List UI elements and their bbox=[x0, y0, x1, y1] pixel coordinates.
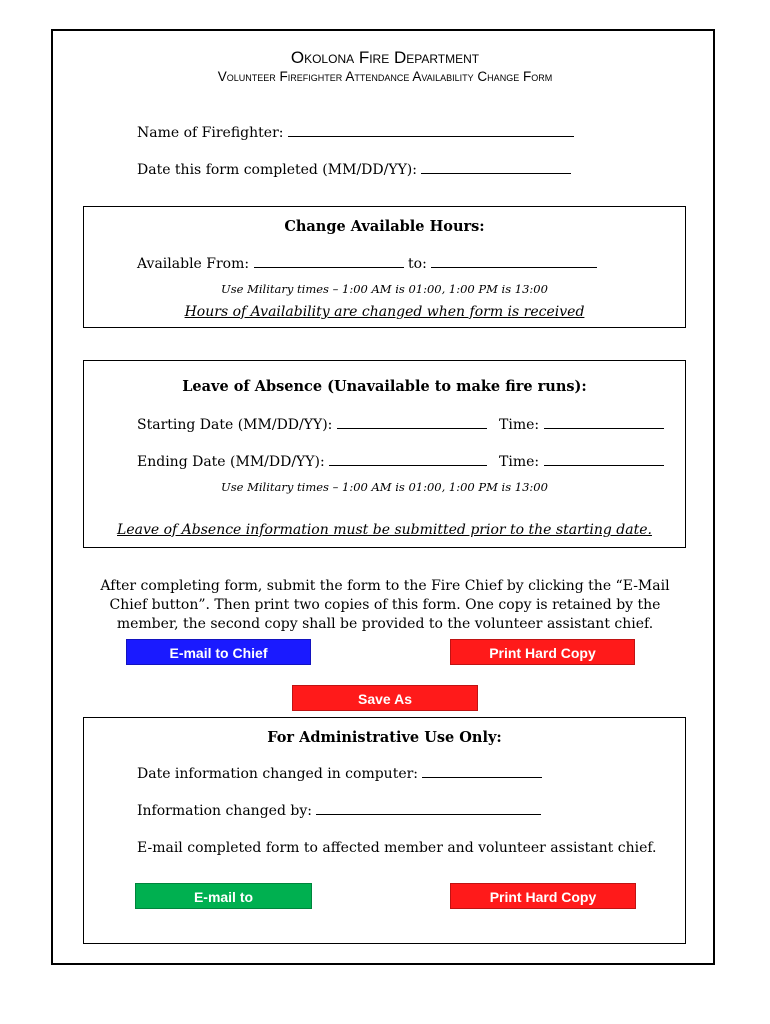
instructions-line-1: After completing form, submit the form to the Fire Chief by clicking the “E-Mail bbox=[100, 578, 670, 594]
ending-time-field[interactable] bbox=[544, 453, 664, 466]
instructions-line-2: Chief button”. Then print two copies of this form. One copy is retained by the bbox=[109, 597, 661, 613]
form-title: Okolona Fire Department bbox=[290, 48, 480, 67]
admin-heading: For Administrative Use Only: bbox=[267, 729, 502, 746]
available-row bbox=[137, 255, 597, 272]
hours-notice: Hours of Availability are changed when form is received bbox=[184, 304, 585, 320]
admin-print-hard-copy-button[interactable]: Print Hard Copy bbox=[450, 883, 636, 909]
changed-by-label: Information changed by: bbox=[137, 803, 312, 819]
starting-time-row bbox=[499, 416, 664, 433]
available-to-label: to: bbox=[408, 256, 427, 272]
leave-notice: Leave of Absence information must be submitted prior to the starting date. bbox=[117, 522, 652, 538]
starting-date-label: Starting Date (MM/DD/YY): bbox=[137, 417, 333, 433]
starting-date-row bbox=[137, 416, 487, 433]
hours-heading: Change Available Hours: bbox=[284, 218, 485, 235]
date-completed-label: Date this form completed (MM/DD/YY): bbox=[137, 162, 417, 178]
ending-date-field[interactable] bbox=[329, 453, 487, 466]
military-time-note: Use Military times – 1:00 AM is 01:00, 1:00 PM is 13:00 bbox=[221, 480, 548, 494]
available-to-field[interactable] bbox=[431, 255, 597, 268]
starting-date-field[interactable] bbox=[337, 416, 487, 429]
ending-date-label: Ending Date (MM/DD/YY): bbox=[137, 454, 325, 470]
email-chief-button[interactable]: E-mail to Chief bbox=[126, 639, 311, 665]
email-to-button[interactable]: E-mail to bbox=[135, 883, 312, 909]
changed-by-field[interactable] bbox=[316, 802, 541, 815]
leave-heading: Leave of Absence (Unavailable to make fire runs): bbox=[182, 378, 587, 395]
name-row bbox=[137, 124, 574, 141]
date-changed-label: Date information changed in computer: bbox=[137, 766, 419, 782]
save-as-button[interactable]: Save As bbox=[292, 685, 478, 711]
date-changed-field[interactable] bbox=[422, 765, 542, 778]
available-from-label: Available From: bbox=[137, 256, 250, 272]
starting-time-label: Time: bbox=[499, 417, 540, 433]
ending-time-row bbox=[499, 453, 664, 470]
date-changed-row bbox=[137, 765, 542, 782]
military-time-note: Use Military times – 1:00 AM is 01:00, 1:00 PM is 13:00 bbox=[221, 282, 548, 296]
ending-time-label: Time: bbox=[499, 454, 540, 470]
available-from-field[interactable] bbox=[254, 255, 404, 268]
name-field[interactable] bbox=[288, 124, 574, 137]
form-subtitle: Volunteer Firefighter Attendance Availability Change Form bbox=[217, 69, 553, 84]
leave-section bbox=[83, 360, 686, 548]
print-hard-copy-button[interactable]: Print Hard Copy bbox=[450, 639, 635, 665]
ending-date-row bbox=[137, 453, 487, 470]
starting-time-field[interactable] bbox=[544, 416, 664, 429]
date-completed-field[interactable] bbox=[421, 161, 571, 174]
email-instruction: E-mail completed form to affected member and volunteer assistant chief. bbox=[137, 840, 657, 856]
name-label: Name of Firefighter: bbox=[137, 125, 284, 141]
admin-section bbox=[83, 717, 686, 944]
instructions bbox=[90, 577, 680, 634]
date-completed-row bbox=[137, 161, 571, 178]
hours-section bbox=[83, 206, 686, 328]
instructions-line-3: member, the second copy shall be provided to the volunteer assistant chief. bbox=[116, 616, 654, 632]
changed-by-row bbox=[137, 802, 541, 819]
